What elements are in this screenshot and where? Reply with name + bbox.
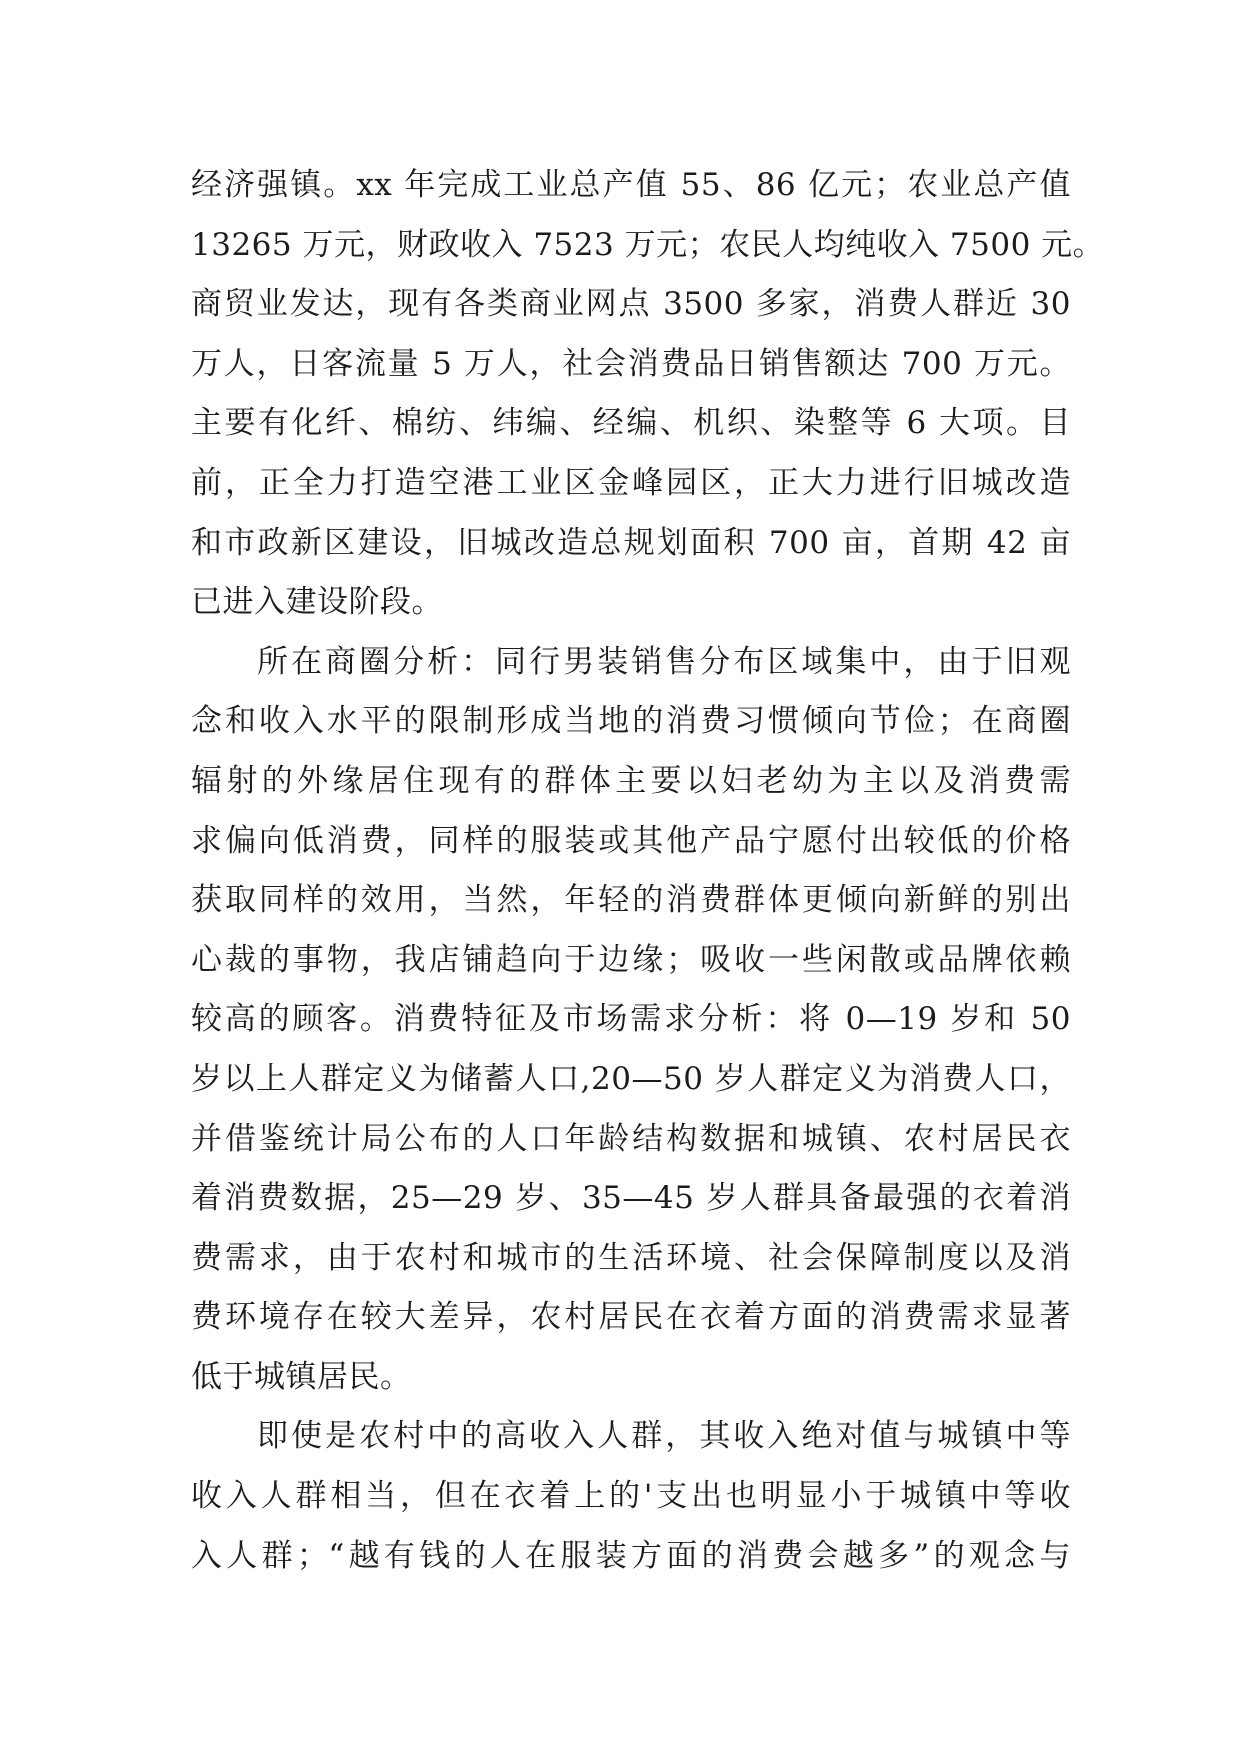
text-line: 经济强镇。xx 年完成工业总产值 55、86 亿元；农业总产值: [191, 167, 1071, 203]
text-line: 即使是农村中的高收入人群，其收入绝对值与城镇中等: [257, 1418, 1071, 1455]
text-line: 13265 万元，财政收入 7523 万元；农民人均纯收入 7500 元。: [191, 226, 1105, 263]
text-line: 较高的顾客。消费特征及市场需求分析：将 0—19 岁和 50: [191, 1001, 1071, 1038]
document-body: [191, 156, 1105, 1586]
text-line: 收入人群相当，但在衣着上的'支出也明显小于城镇中等收: [191, 1478, 1071, 1515]
text-line: 主要有化纤、棉纺、纬编、经编、机织、染整等 6 大项。目: [191, 405, 1071, 442]
text-line: 心裁的事物，我店铺趋向于边缘；吸收一些闲散或品牌依赖: [191, 941, 1071, 978]
text-line: 万人，日客流量 5 万人，社会消费品日销售额达 700 万元。: [191, 345, 1071, 382]
paragraph-3: [191, 1407, 1071, 1586]
text-line: 已进入建设阶段。: [191, 584, 443, 621]
text-line: 费需求，由于农村和城市的生活环境、社会保障制度以及消: [191, 1239, 1071, 1276]
text-line: 着消费数据，25—29 岁、35—45 岁人群具备最强的衣着消: [191, 1180, 1071, 1217]
paragraph-2: [191, 633, 1071, 1408]
text-line: 和市政新区建设，旧城改造总规划面积 700 亩，首期 42 亩: [191, 524, 1071, 561]
text-line: 所在商圈分析：同行男装销售分布区域集中，由于旧观: [257, 643, 1071, 680]
text-line: 念和收入水平的限制形成当地的消费习惯倾向节俭；在商圈: [191, 703, 1071, 740]
text-line: 获取同样的效用，当然，年轻的消费群体更倾向新鲜的别出: [191, 882, 1071, 919]
text-line: 低于城镇居民。: [191, 1358, 412, 1395]
text-line: 费环境存在较大差异，农村居民在衣着方面的消费需求显著: [191, 1299, 1071, 1336]
text-line: 并借鉴统计局公布的人口年龄结构数据和城镇、农村居民衣: [191, 1120, 1071, 1157]
text-line: 入人群；“越有钱的人在服装方面的消费会越多”的观念与: [191, 1537, 1071, 1574]
text-line: 前，正全力打造空港工业区金峰园区，正大力进行旧城改造: [191, 464, 1071, 501]
text-line: 商贸业发达，现有各类商业网点 3500 多家，消费人群近 30: [191, 286, 1071, 323]
text-line: 辐射的外缘居住现有的群体主要以妇老幼为主以及消费需: [191, 762, 1071, 799]
text-line: 岁以上人群定义为储蓄人口,20—50 岁人群定义为消费人口，: [191, 1060, 1071, 1097]
text-line: 求偏向低消费，同样的服装或其他产品宁愿付出较低的价格: [191, 822, 1071, 859]
paragraph-1: [191, 156, 1105, 633]
